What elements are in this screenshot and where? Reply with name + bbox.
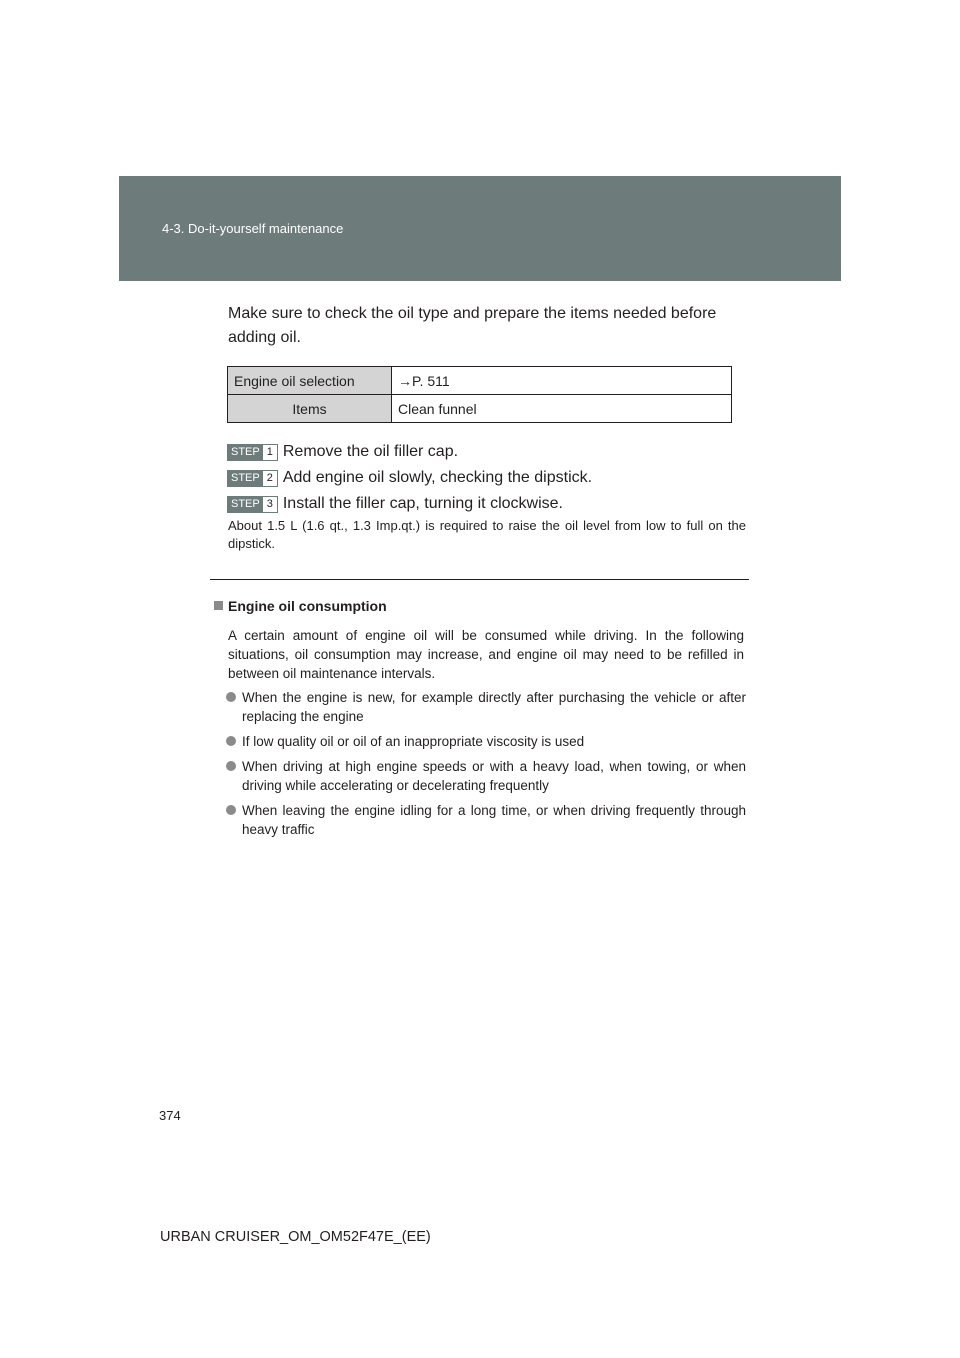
- step-badge-word: STEP: [228, 445, 263, 460]
- section-title: 4-3. Do-it-yourself maintenance: [162, 221, 344, 236]
- table-value: →P. 511: [392, 367, 732, 395]
- table-row: [228, 395, 732, 423]
- step-item: [227, 439, 592, 465]
- steps-list: [227, 439, 592, 517]
- intro-paragraph: Make sure to check the oil type and prepare the items needed before adding oil.: [228, 305, 717, 346]
- list-item-text: When leaving the engine idling for a long time, or when driving frequently through heavy traffic: [242, 803, 746, 837]
- table-row: [228, 367, 732, 395]
- step-text: Install the filler cap, turning it clockwise.: [282, 495, 563, 512]
- divider: [210, 579, 749, 580]
- step-badge-number: 2: [263, 471, 277, 486]
- step-badge: [227, 444, 278, 461]
- list-item-text: When driving at high engine speeds or with a heavy load, when towing, or when driving while accelerating or decelerating frequently: [242, 759, 746, 793]
- step-badge-number: 3: [263, 497, 277, 512]
- step-text: Remove the oil filler cap.: [282, 443, 459, 460]
- circle-bullet-icon: [226, 761, 236, 771]
- step-text: Add engine oil slowly, checking the dipstick.: [282, 469, 593, 486]
- step-badge-word: STEP: [228, 471, 263, 486]
- consumption-heading: [214, 598, 387, 614]
- table-label: Items: [228, 395, 392, 423]
- step-badge: [227, 470, 278, 487]
- step-item: [227, 465, 592, 491]
- consumption-body: A certain amount of engine oil will be consumed while driving. In the following situations, oil consumption may increase, and engine oil may need to be refilled in between oil maintenance intervals.: [228, 628, 744, 681]
- consumption-bullets: [226, 688, 746, 845]
- list-item: [226, 732, 746, 751]
- items-table: [227, 366, 732, 423]
- list-item-text: If low quality oil or oil of an inappropriate viscosity is used: [242, 734, 585, 749]
- list-item: [226, 757, 746, 795]
- circle-bullet-icon: [226, 736, 236, 746]
- step-item: [227, 491, 592, 517]
- square-bullet-icon: [214, 601, 223, 610]
- table-label: Engine oil selection: [228, 367, 392, 395]
- oil-quantity-note: About 1.5 L (1.6 qt., 1.3 Imp.qt.) is required to raise the oil level from low to full on the dipstick.: [228, 518, 746, 551]
- step-badge-number: 1: [263, 445, 277, 460]
- footer-code: URBAN CRUISER_OM_OM52F47E_(EE): [160, 1229, 431, 1245]
- list-item: [226, 688, 746, 726]
- step-badge: [227, 496, 278, 513]
- step-badge-word: STEP: [228, 497, 263, 512]
- consumption-heading-text: Engine oil consumption: [228, 598, 387, 614]
- table-value: Clean funnel: [392, 395, 732, 423]
- page-number: 374: [159, 1108, 181, 1123]
- circle-bullet-icon: [226, 805, 236, 815]
- list-item-text: When the engine is new, for example directly after purchasing the vehicle or after replacing the engine: [242, 690, 746, 724]
- circle-bullet-icon: [226, 692, 236, 702]
- list-item: [226, 801, 746, 839]
